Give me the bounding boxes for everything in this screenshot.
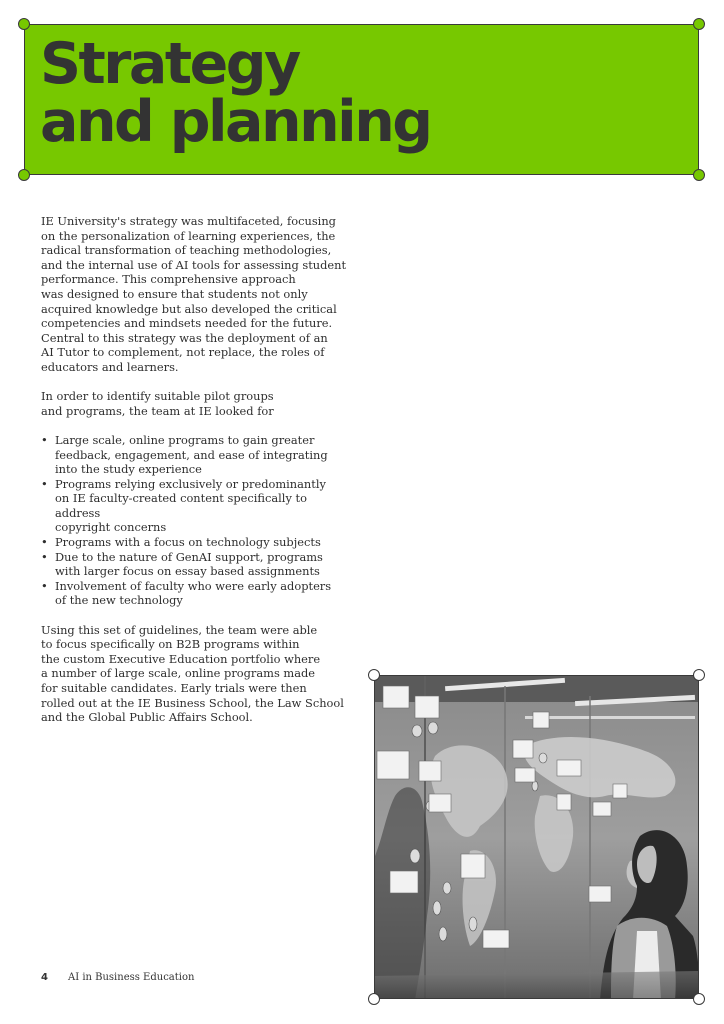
banner-corner-handle-bottom-right: [693, 169, 705, 181]
paragraph-pilot-intro: In order to identify suitable pilot groups and programs, the team at IE looked for: [41, 389, 274, 418]
paragraph-rollout: Using this set of guidelines, the team were able to focus specifically on B2B programs within the custom Executive Education portfolio where a number of large scale, online programs made for suitable candidates. Early trials were then rolled out at the IE Business School, the Law School and the Global Public Affairs School.: [41, 622, 344, 725]
list-item: • Programs with a focus on technology subjects: [41, 535, 351, 550]
page-footer: [41, 972, 194, 983]
title-banner: [24, 24, 699, 175]
criteria-list: [41, 433, 351, 608]
photo-corner-handle-bottom-right: [693, 993, 705, 1005]
paragraph-strategy: IE University's strategy was multifaceted, focusing on the personalization of learning experiences, the radical transformation of teaching methodologies, and the internal use of AI tools for assessing student performance. This comprehensive approach was designed to ensure that students not only acquired knowledge but also developed the critical competencies and mindsets needed for the future. Central to this strategy was the deployment of an AI Tutor to complement, not replace, the roles of educators and learners.: [41, 214, 347, 374]
page-title-line-2: and planning: [40, 89, 431, 155]
photo-illustration: [375, 676, 699, 999]
list-item: • Programs relying exclusively or predominantly on IE faculty-created content specifically to address copyright concerns: [41, 477, 351, 535]
photo-corner-handle-bottom-left: [368, 993, 380, 1005]
list-item: • Large scale, online programs to gain greater feedback, engagement, and ease of integrating into the study experience: [41, 433, 351, 477]
banner-corner-handle-top-right: [693, 18, 705, 30]
list-item: • Involvement of faculty who were early adopters of the new technology: [41, 579, 351, 608]
page-title: [40, 31, 431, 155]
publication-title: AI in Business Education: [67, 972, 195, 983]
list-item: • Due to the nature of GenAI support, programs with larger focus on essay based assignments: [41, 550, 351, 579]
page-number: 4: [41, 972, 48, 983]
photo-corner-handle-top-left: [368, 669, 380, 681]
body-text: [41, 214, 351, 739]
banner-corner-handle-top-left: [18, 18, 30, 30]
photo-corner-handle-top-right: [693, 669, 705, 681]
page-title-line-1: Strategy: [40, 31, 299, 97]
photo-world-map: [374, 675, 699, 999]
banner-corner-handle-bottom-left: [18, 169, 30, 181]
